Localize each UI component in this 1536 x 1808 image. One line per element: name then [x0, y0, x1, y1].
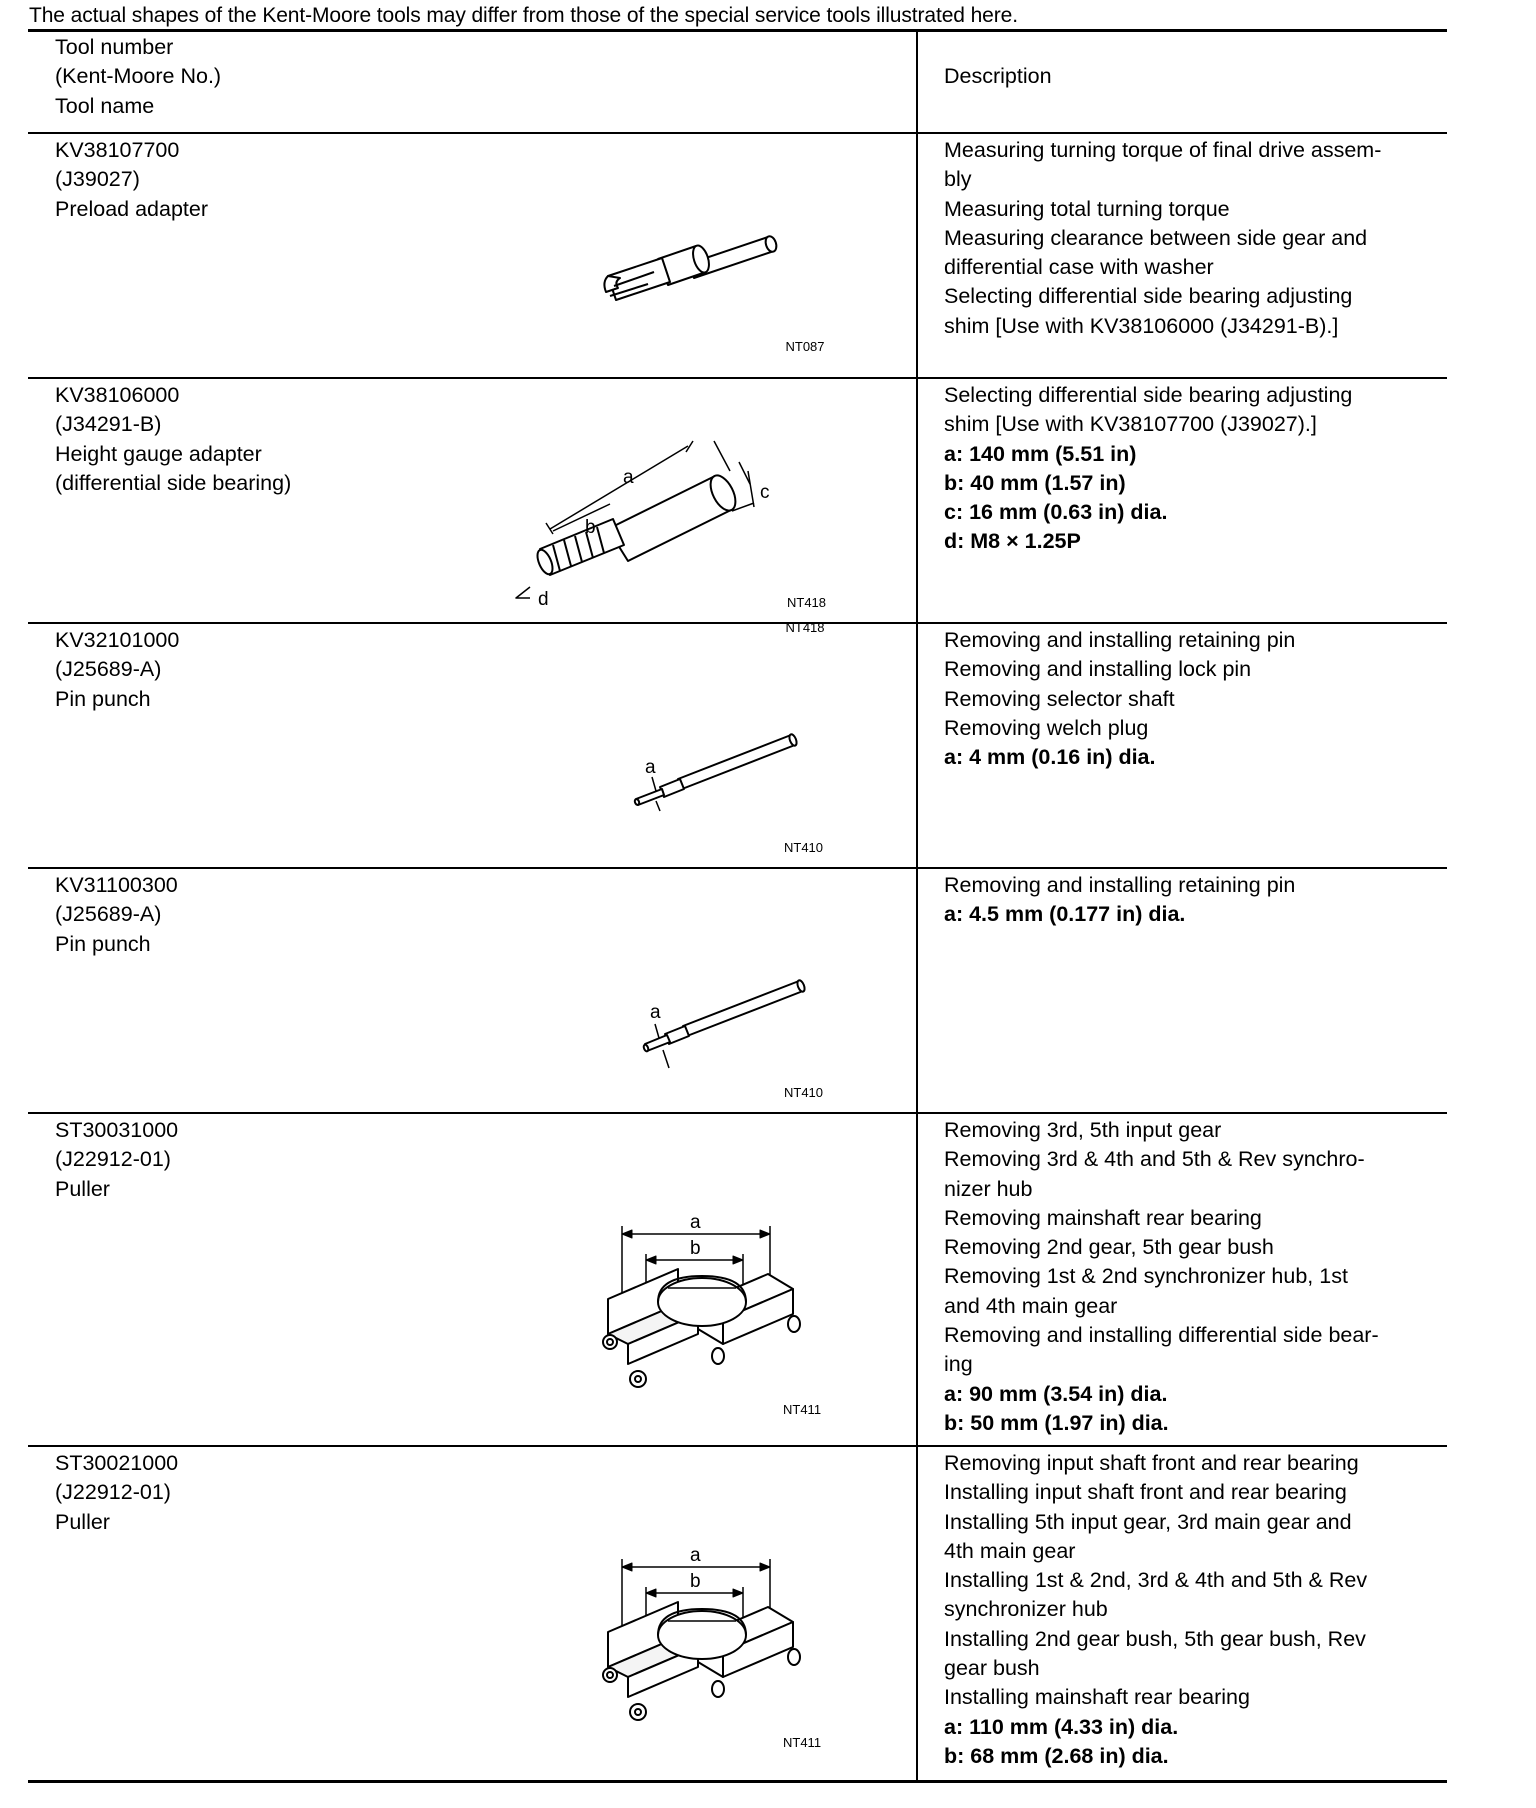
description-spec: a: 4 mm (0.16 in) dia. — [944, 745, 1156, 770]
tool-description — [944, 136, 1381, 341]
tool-name: Height gauge adapter — [55, 441, 262, 466]
description-line: Measuring turning torque of final drive assem- — [944, 138, 1382, 162]
dimension-label-a: a — [690, 1212, 701, 1233]
figure-code: NT087 — [785, 339, 825, 354]
header-tool-line: (Kent-Moore No.) — [55, 64, 222, 89]
table-top-rule — [28, 29, 1447, 32]
tool-description — [944, 381, 1352, 557]
description-line: Installing 1st & 2nd, 3rd & 4th and 5th & Rev — [944, 1568, 1368, 1593]
kent-moore-number: (J22912-01) — [55, 1147, 171, 1172]
tool-info — [55, 1116, 178, 1204]
description-spec: d: M8 × 1.25P — [944, 529, 1081, 554]
description-line: Selecting differential side bearing adjusting — [944, 383, 1353, 407]
description-spec: a: 140 mm (5.51 in) — [944, 441, 1137, 466]
tool-number: KV32101000 — [55, 628, 180, 652]
tool-number: KV38106000 — [55, 383, 180, 407]
figure-code: NT418 — [787, 595, 827, 610]
row-divider — [28, 622, 1447, 624]
tool-number: ST30021000 — [55, 1451, 179, 1475]
tool-description — [944, 1449, 1367, 1771]
description-line: gear bush — [944, 1656, 1040, 1681]
description-line: Removing selector shaft — [944, 686, 1175, 711]
tool-info — [55, 1449, 178, 1537]
tool-description — [944, 871, 1295, 930]
description-line: Installing 5th input gear, 3rd main gear and — [944, 1509, 1352, 1534]
bearing-puller-illustration — [598, 1517, 828, 1747]
kent-moore-number: (J39027) — [55, 167, 140, 192]
dimension-label-d: d — [538, 589, 549, 610]
tool-description — [944, 626, 1295, 772]
tool-name: Pin punch — [55, 686, 151, 711]
description-line: Removing and installing retaining pin — [944, 628, 1296, 652]
description-line: Removing and installing lock pin — [944, 657, 1252, 682]
figure-code: NT418 — [785, 620, 825, 635]
description-line: Measuring total turning torque — [944, 196, 1230, 221]
description-line: Installing 2nd gear bush, 5th gear bush, Rev — [944, 1626, 1366, 1651]
tool-number: KV38107700 — [55, 138, 180, 162]
description-spec: b: 40 mm (1.57 in) — [944, 470, 1126, 495]
pin-punch-illustration — [608, 719, 808, 849]
tool-name: Preload adapter — [55, 196, 208, 221]
header-bottom-rule — [28, 132, 1447, 134]
row-divider — [28, 1445, 1447, 1447]
height-gauge-adapter-illustration — [498, 399, 828, 635]
dimension-label-a: a — [650, 1002, 661, 1023]
tool-info — [55, 136, 208, 224]
figure-code: NT410 — [784, 1085, 824, 1100]
description-line: bly — [944, 167, 972, 192]
row-divider — [28, 1112, 1447, 1114]
figure-code: NT411 — [783, 1735, 822, 1750]
description-line: differential case with washer — [944, 255, 1214, 280]
dimension-label-a: a — [645, 757, 656, 778]
description-spec: a: 4.5 mm (0.177 in) dia. — [944, 902, 1186, 927]
document-note: The actual shapes of the Kent-Moore tools may differ from those of the special service tools illustrated here. — [29, 4, 1018, 27]
figure-code: NT411 — [783, 1402, 822, 1417]
description-line: 4th main gear — [944, 1538, 1076, 1563]
tool-name: Pin punch — [55, 931, 151, 956]
description-spec: b: 68 mm (2.68 in) dia. — [944, 1743, 1169, 1768]
description-line: Removing welch plug — [944, 715, 1149, 740]
dimension-label-b: b — [690, 1571, 701, 1592]
dimension-label-b: b — [585, 517, 596, 538]
description-line: Selecting differential side bearing adjusting — [944, 284, 1353, 309]
header-description: Description — [944, 64, 1052, 88]
dimension-label-c: c — [760, 482, 770, 503]
preload-adapter-illustration — [588, 204, 828, 354]
description-line: Removing and installing differential side bear- — [944, 1323, 1379, 1348]
column-divider — [916, 29, 918, 1783]
description-line: and 4th main gear — [944, 1293, 1118, 1318]
header-tool-column — [55, 33, 221, 121]
kent-moore-number: (J34291-B) — [55, 412, 162, 437]
tool-name-detail: (differential side bearing) — [55, 470, 292, 495]
description-line: Removing 1st & 2nd synchronizer hub, 1st — [944, 1264, 1348, 1289]
header-tool-line: Tool name — [55, 93, 155, 118]
description-line: Removing mainshaft rear bearing — [944, 1205, 1262, 1230]
tool-name: Puller — [55, 1509, 110, 1534]
description-spec: c: 16 mm (0.63 in) dia. — [944, 500, 1168, 525]
description-line: Removing 3rd & 4th and 5th & Rev synchro- — [944, 1147, 1365, 1172]
description-line: Installing mainshaft rear bearing — [944, 1685, 1250, 1710]
table-bottom-rule — [28, 1780, 1447, 1783]
kent-moore-number: (J25689-A) — [55, 902, 162, 927]
dimension-label-b: b — [690, 1238, 701, 1259]
tool-info — [55, 871, 178, 959]
header-tool-line: Tool number — [55, 35, 174, 59]
description-spec: a: 110 mm (4.33 in) dia. — [944, 1714, 1179, 1739]
bearing-puller-illustration — [598, 1184, 828, 1414]
description-spec: a: 90 mm (3.54 in) dia. — [944, 1381, 1168, 1406]
tool-info — [55, 381, 291, 498]
dimension-label-a: a — [690, 1545, 701, 1566]
description-line: synchronizer hub — [944, 1597, 1108, 1622]
description-line: shim [Use with KV38107700 (J39027).] — [944, 412, 1317, 437]
description-line: Removing and installing retaining pin — [944, 873, 1296, 897]
kent-moore-number: (J25689-A) — [55, 657, 162, 682]
tool-info — [55, 626, 179, 714]
description-line: ing — [944, 1352, 973, 1377]
description-line: Measuring clearance between side gear and — [944, 225, 1368, 250]
figure-code: NT410 — [784, 840, 824, 855]
description-line: shim [Use with KV38106000 (J34291-B).] — [944, 313, 1339, 338]
tool-number: ST30031000 — [55, 1118, 179, 1142]
description-line: Removing 3rd, 5th input gear — [944, 1118, 1222, 1142]
row-divider — [28, 377, 1447, 379]
description-line: Removing 2nd gear, 5th gear bush — [944, 1235, 1274, 1260]
tool-number: KV31100300 — [55, 873, 178, 897]
description-line: nizer hub — [944, 1176, 1033, 1201]
kent-moore-number: (J22912-01) — [55, 1480, 171, 1505]
dimension-label-a: a — [623, 467, 634, 488]
description-line: Installing input shaft front and rear bearing — [944, 1480, 1347, 1505]
description-line: Removing input shaft front and rear bearing — [944, 1451, 1359, 1475]
tool-name: Puller — [55, 1176, 110, 1201]
description-spec: b: 50 mm (1.97 in) dia. — [944, 1410, 1169, 1435]
pin-punch-illustration — [613, 964, 813, 1094]
tool-description — [944, 1116, 1379, 1438]
row-divider — [28, 867, 1447, 869]
